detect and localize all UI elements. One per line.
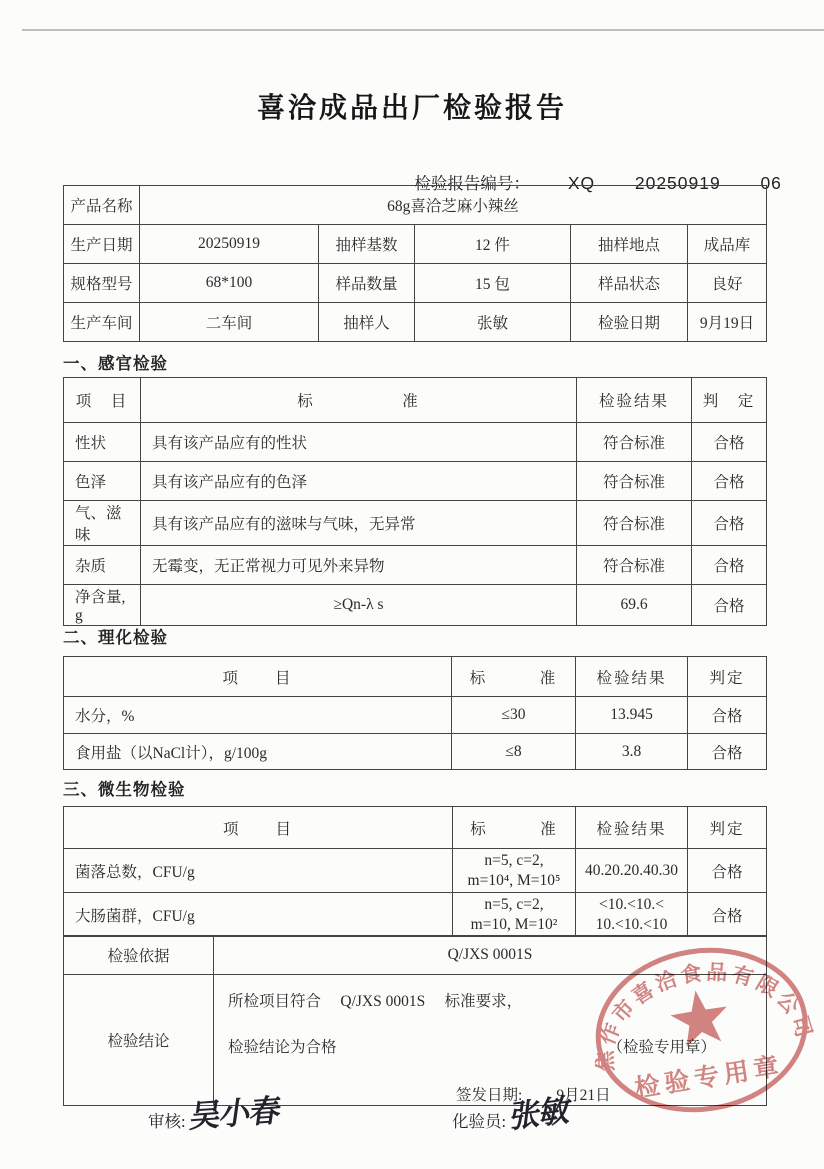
product-name-value: 68g喜洽芝麻小辣丝 <box>140 186 767 225</box>
item-verdict: 合格 <box>692 423 767 462</box>
review-label: 审核: <box>148 1112 186 1131</box>
conclusion-result: 检验结论为合格 <box>228 1039 337 1056</box>
issue-date-label: 签发日期: <box>456 1087 523 1104</box>
table-row <box>64 225 767 264</box>
table-row <box>64 849 767 893</box>
report-number-value: XQ 20250919 06 <box>567 173 782 193</box>
item-verdict: 合格 <box>692 585 767 626</box>
sample-state-label: 样品状态 <box>571 264 688 303</box>
col-verdict: 判定 <box>688 657 767 697</box>
sample-state-value: 良好 <box>688 264 767 303</box>
sample-base-value: 12 件 <box>415 225 571 264</box>
table-row <box>64 546 767 585</box>
spec-model-label: 规格型号 <box>64 264 140 303</box>
col-item: 项 目 <box>64 807 453 849</box>
item-standard: 具有该产品应有的色泽 <box>141 462 577 501</box>
conclusion-label: 检验结论 <box>64 975 214 1106</box>
page-title: 喜洽成品出厂检验报告 <box>256 92 567 123</box>
item-result: 13.945 <box>576 697 688 734</box>
item-name: 大肠菌群，CFU/g <box>64 893 453 937</box>
item-result <box>576 893 688 937</box>
item-verdict: 合格 <box>688 697 767 734</box>
section-heading-micro: 三、微生物检验 <box>63 781 186 799</box>
standard-line1: n=5, c=2, <box>484 851 544 869</box>
micro-table <box>63 806 767 937</box>
sample-base-label: 抽样基数 <box>319 225 415 264</box>
item-verdict: 合格 <box>688 734 767 770</box>
col-standard: 标 准 <box>141 378 577 423</box>
workshop-label: 生产车间 <box>64 303 140 342</box>
table-row <box>64 423 767 462</box>
sampler-label: 抽样人 <box>319 303 415 342</box>
table-row <box>64 501 767 546</box>
issue-date-value: 9月21日 <box>556 1087 611 1104</box>
spec-model-value: 68*100 <box>140 264 319 303</box>
item-verdict: 合格 <box>692 546 767 585</box>
scan-artifact-line <box>22 29 824 31</box>
sample-qty-label: 样品数量 <box>319 264 415 303</box>
table-row <box>64 585 767 626</box>
item-result: 40.20.20.40.30 <box>576 849 688 893</box>
result-line2: 10.<10.<10 <box>595 915 668 933</box>
item-name: 食用盐（以NaCl计），g/100g <box>64 734 452 770</box>
inspect-date-value: 9月19日 <box>688 303 767 342</box>
col-item: 项 目 <box>64 378 141 423</box>
table-row <box>64 303 767 342</box>
section-heading-physchem: 二、理化检验 <box>63 629 168 647</box>
company-stamp <box>586 938 818 1126</box>
item-standard: ≤30 <box>452 697 576 734</box>
item-standard <box>453 893 576 937</box>
item-standard: ≥Qn-λ s <box>141 585 577 626</box>
item-standard: 具有该产品应有的性状 <box>141 423 577 462</box>
item-name: 水分，% <box>64 697 452 734</box>
item-verdict: 合格 <box>688 893 767 937</box>
item-name: 色泽 <box>64 462 141 501</box>
table-row <box>64 893 767 937</box>
report-number-label: 检验报告编号： <box>414 175 530 193</box>
col-result: 检验结果 <box>576 807 688 849</box>
production-date-label: 生产日期 <box>64 225 140 264</box>
table-row <box>64 462 767 501</box>
table-row <box>64 264 767 303</box>
item-standard: ≤8 <box>452 734 576 770</box>
item-name: 性状 <box>64 423 141 462</box>
tester-label: 化验员: <box>452 1112 507 1131</box>
review-signature: 吴小春 <box>187 1092 283 1135</box>
result-line1: <10.<10.< <box>599 895 664 913</box>
product-name-label: 产品名称 <box>64 186 140 225</box>
item-result: 符合标准 <box>577 546 692 585</box>
item-standard <box>453 849 576 893</box>
item-verdict: 合格 <box>692 462 767 501</box>
item-result: 符合标准 <box>577 501 692 546</box>
item-standard: 具有该产品应有的滋味与气味，无异常 <box>141 501 577 546</box>
production-date-value: 20250919 <box>140 225 319 264</box>
item-result: 3.8 <box>576 734 688 770</box>
sample-place-label: 抽样地点 <box>571 225 688 264</box>
standard-line1: n=5, c=2, <box>484 895 544 913</box>
stamp-company-text: 焦作市喜洽食品有限公司 <box>593 960 818 1072</box>
tester-signature: 张敏 <box>508 1091 573 1136</box>
sample-place-value: 成品库 <box>688 225 767 264</box>
item-name: 气、滋味 <box>64 501 141 546</box>
item-name: 净含量, g <box>64 585 141 626</box>
inspect-date-label: 检验日期 <box>571 303 688 342</box>
basis-value: Q/JXS 0001S <box>214 936 767 975</box>
item-result: 69.6 <box>577 585 692 626</box>
sensory-table <box>63 377 767 626</box>
sample-qty-value: 15 包 <box>415 264 571 303</box>
basis-label: 检验依据 <box>64 936 214 975</box>
item-verdict: 合格 <box>692 501 767 546</box>
product-info-table <box>63 185 767 342</box>
review-signature-group <box>148 1092 283 1135</box>
table-row <box>64 697 767 734</box>
item-verdict: 合格 <box>688 849 767 893</box>
item-standard: 无霉变，无正常视力可见外来异物 <box>141 546 577 585</box>
col-result: 检验结果 <box>576 657 688 697</box>
table-header-row <box>64 657 767 697</box>
standard-line2: m=10, M=10² <box>470 915 558 933</box>
stamp-note: （检验专用章） <box>607 1039 716 1056</box>
item-result: 符合标准 <box>577 423 692 462</box>
item-name: 杂质 <box>64 546 141 585</box>
table-row <box>64 186 767 225</box>
col-item: 项 目 <box>64 657 452 697</box>
col-standard: 标 准 <box>453 807 576 849</box>
table-header-row <box>64 378 767 423</box>
stamp-center-text: 检验专用章 <box>633 1052 786 1103</box>
table-row <box>64 734 767 770</box>
workshop-value: 二车间 <box>140 303 319 342</box>
table-header-row <box>64 807 767 849</box>
physchem-table <box>63 656 767 770</box>
col-standard: 标 准 <box>452 657 576 697</box>
col-verdict: 判定 <box>688 807 767 849</box>
conclusion-line1: 所检项目符合 Q/JXS 0001S 标准要求， <box>228 993 523 1010</box>
standard-line2: m=10⁴, M=10⁵ <box>467 871 561 889</box>
item-result: 符合标准 <box>577 462 692 501</box>
section-heading-sensory: 一、感官检验 <box>63 355 168 373</box>
stamp-star-icon <box>667 986 732 1049</box>
col-result: 检验结果 <box>577 378 692 423</box>
sampler-value: 张敏 <box>415 303 571 342</box>
item-name: 菌落总数，CFU/g <box>64 849 453 893</box>
col-verdict: 判 定 <box>692 378 767 423</box>
